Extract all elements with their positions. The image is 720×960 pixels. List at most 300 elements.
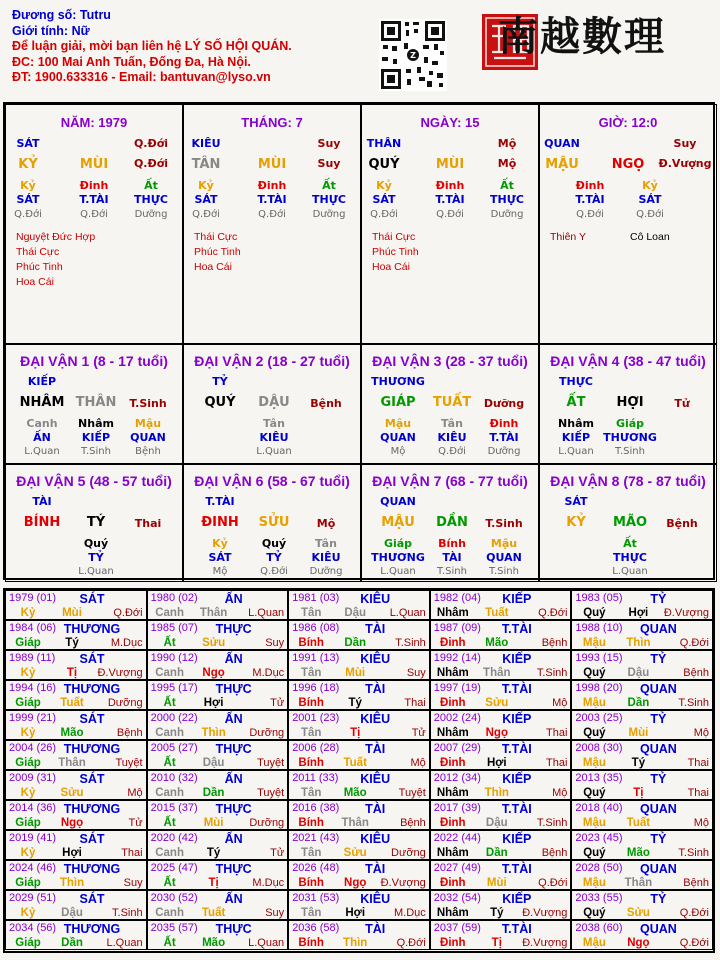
year-stage: Tuyệt <box>257 787 285 799</box>
year-label: 1989 (11) <box>9 652 56 664</box>
year-stem: Quý <box>583 787 606 799</box>
year-cell <box>5 590 147 620</box>
year-stem: Quý <box>583 727 606 739</box>
dai-van-god: THƯƠNG <box>371 375 425 388</box>
pillar-star: Phúc Tinh <box>372 246 419 258</box>
hidden-stage: T.Sinh <box>615 446 645 457</box>
year-stem: Kỷ <box>20 667 36 679</box>
year-stem: Đinh <box>440 817 466 829</box>
year-god: KIÊU <box>360 892 391 906</box>
pillar-branch-stage: Q.Đới <box>133 157 169 170</box>
year-stage: L.Quan <box>106 937 143 949</box>
year-god: ẤN <box>224 712 243 726</box>
hidden-stage: Mộ <box>212 566 228 577</box>
calligraphy-title: 南越數理 <box>498 13 666 60</box>
year-god: THỰC <box>215 922 252 936</box>
year-branch: Thân <box>341 817 369 829</box>
hidden-stage: T.Sinh <box>489 566 519 577</box>
year-god: TỶ <box>650 652 667 666</box>
year-cell <box>147 710 289 740</box>
year-god: TỶ <box>650 892 667 906</box>
year-god: KIẾP <box>502 832 532 846</box>
hidden-god: KIẾP <box>561 431 591 444</box>
year-god: THƯƠNG <box>63 682 121 696</box>
pillar-stem: QUÝ <box>368 157 400 172</box>
year-stage: Bệnh <box>541 637 568 649</box>
year-stem: Tân <box>300 727 322 739</box>
year-branch: Hợi <box>203 697 224 709</box>
hidden-stem: Quý <box>261 537 287 550</box>
hidden-stage: Q.Đới <box>258 209 286 220</box>
year-label: 1980 (02) <box>150 592 198 604</box>
year-god: TÀI <box>365 682 386 696</box>
year-stage: Q.Đới <box>538 607 568 619</box>
year-stem: Đinh <box>440 697 466 709</box>
year-branch: Mão <box>343 787 367 799</box>
year-god: KIÊU <box>360 652 391 666</box>
owner-gender: Giới tính: Nữ <box>12 23 90 38</box>
pillar-body <box>6 105 182 343</box>
dai-van-god: T.TÀI <box>205 495 235 508</box>
hidden-god: SÁT <box>208 551 232 564</box>
year-cell <box>430 830 572 860</box>
year-branch: Tuất <box>60 697 84 709</box>
year-god: TÀI <box>365 742 386 756</box>
year-stage: Q.Đới <box>679 907 709 919</box>
year-stage: T.Sinh <box>678 847 709 859</box>
year-label: 2015 (37) <box>150 802 198 814</box>
year-god: ẤN <box>224 892 243 906</box>
hidden-stage: L.Quan <box>558 446 594 457</box>
year-cell <box>571 650 713 680</box>
year-label: 2000 (22) <box>150 712 198 724</box>
year-god: THƯƠNG <box>63 802 121 816</box>
year-stem: Mậu <box>582 877 606 889</box>
year-label: 2007 (29) <box>433 742 481 754</box>
dai-van-branch: HỢI <box>616 395 644 410</box>
hidden-god: SÁT <box>372 193 396 206</box>
pillar-branch: MÙI <box>79 157 109 172</box>
hidden-god: KIÊU <box>259 431 289 444</box>
year-branch: Dậu <box>344 607 367 619</box>
year-stage: Tuyệt <box>257 757 285 769</box>
dai-van-stage: Tử <box>674 397 690 410</box>
hidden-stem: Đinh <box>489 417 519 430</box>
hidden-god: THỰC <box>613 551 647 564</box>
dai-van-title: ĐẠI VẬN 1 (8 - 17 tuổi) <box>20 353 168 369</box>
hidden-stage: Q.Đới <box>636 209 664 220</box>
year-god: QUAN <box>639 622 677 636</box>
dai-van-cell <box>183 464 361 582</box>
year-god: TỶ <box>650 712 667 726</box>
dai-van-god: TÀI <box>32 495 52 508</box>
year-label: 1986 (08) <box>292 622 340 634</box>
year-god: QUAN <box>639 742 677 756</box>
hidden-stage: Q.Đới <box>438 446 466 457</box>
hidden-stem: Giáp <box>615 417 645 430</box>
year-stage: T.Sinh <box>536 817 568 829</box>
year-stem: Nhâm <box>436 787 469 799</box>
hidden-god: KIÊU <box>311 551 341 564</box>
year-branch: Tý <box>65 637 79 649</box>
hidden-stem: Nhâm <box>78 417 114 430</box>
dai-van-title: ĐẠI VẬN 6 (58 - 67 tuổi) <box>194 473 350 489</box>
year-branch: Thìn <box>626 637 651 649</box>
year-stage: Tử <box>270 847 285 859</box>
year-label: 2010 (32) <box>150 772 198 784</box>
year-stage: Q.Đới <box>679 937 709 949</box>
year-stage: Mộ <box>552 787 568 799</box>
pillar-star: Thiên Y <box>550 231 586 243</box>
year-cell <box>430 800 572 830</box>
year-stage: Suy <box>406 667 426 679</box>
year-branch: Mão <box>626 847 650 859</box>
pillar-branch: MÙI <box>257 157 287 172</box>
year-stage: M.Dục <box>252 877 285 889</box>
hidden-stage: L.Quan <box>78 566 114 577</box>
hidden-god: SÁT <box>16 193 40 206</box>
year-stem: Giáp <box>15 757 41 769</box>
year-cell <box>430 590 572 620</box>
year-stem: Canh <box>155 787 184 799</box>
year-cell <box>430 890 572 920</box>
year-branch: Tý <box>206 847 221 859</box>
year-stem: Ất <box>163 757 176 769</box>
dai-van-branch: TÝ <box>86 515 106 530</box>
year-cell <box>5 770 147 800</box>
dai-van-body <box>540 345 716 463</box>
year-label: 2031 (53) <box>292 892 340 904</box>
year-god: T.TÀI <box>501 922 532 936</box>
year-stem: Mậu <box>582 637 606 649</box>
dai-van-stem: BÍNH <box>23 515 61 530</box>
year-branch: Dậu <box>627 667 650 679</box>
year-god: SÁT <box>79 892 105 906</box>
pillar-stem: TÂN <box>191 157 221 172</box>
pillar-god-stage: Q.Đới <box>133 137 169 150</box>
year-stage: M.Dục <box>394 907 426 919</box>
pillar-title: NĂM: 1979 <box>60 115 128 130</box>
year-stage: Tử <box>270 697 285 709</box>
year-stem: Mậu <box>582 817 606 829</box>
year-cell <box>288 740 430 770</box>
hidden-stage: T.Sinh <box>81 446 111 457</box>
year-cell <box>430 620 572 650</box>
year-branch: Tý <box>348 697 362 709</box>
hidden-stage: Q.Đới <box>14 209 42 220</box>
year-cell <box>147 770 289 800</box>
dai-van-stage: T.Sinh <box>485 517 523 530</box>
hidden-stage: L.Quan <box>612 566 648 577</box>
year-god: TÀI <box>365 862 386 876</box>
hidden-god: THỰC <box>312 193 346 206</box>
year-branch: Tý <box>631 757 646 769</box>
year-label: 2036 (58) <box>292 922 340 934</box>
year-stem: Ất <box>163 937 176 949</box>
year-label: 2022 (44) <box>433 832 481 844</box>
year-stage: Đ.Vượng <box>97 667 143 679</box>
year-stem: Kỷ <box>20 907 36 919</box>
pillar-body <box>362 105 538 343</box>
year-label: 1992 (14) <box>433 652 481 664</box>
year-stem: Ất <box>163 697 176 709</box>
dai-van-stage: Bệnh <box>310 397 342 410</box>
qr-badge: Z <box>410 51 416 60</box>
year-god: THƯƠNG <box>63 922 121 936</box>
year-cell <box>571 770 713 800</box>
year-god: T.TÀI <box>501 682 532 696</box>
year-cell <box>571 830 713 860</box>
hidden-god: SÁT <box>638 193 662 206</box>
year-god: KIẾP <box>502 712 532 726</box>
dai-van-branch: THÂN <box>75 395 117 410</box>
year-cell <box>5 800 147 830</box>
year-label: 1999 (21) <box>9 712 57 724</box>
year-branch: Thìn <box>59 877 85 889</box>
year-label: 2014 (36) <box>9 802 57 814</box>
year-branch: Tuất <box>201 907 226 919</box>
year-god: TÀI <box>365 802 386 816</box>
year-branch: Ngọ <box>485 727 508 739</box>
hidden-stem: Giáp <box>383 537 413 550</box>
year-stage: T.Sinh <box>395 637 426 649</box>
year-stem: Mậu <box>582 937 606 949</box>
year-god: QUAN <box>639 802 677 816</box>
year-label: 2034 (56) <box>9 922 57 934</box>
pillar-star: Nguyệt Đức Hợp <box>16 231 96 243</box>
year-cell <box>288 590 430 620</box>
hidden-stem: Canh <box>26 417 58 430</box>
year-stage: L.Quan <box>248 937 285 949</box>
hidden-stem: Kỷ <box>376 179 392 192</box>
year-god: ẤN <box>224 832 243 846</box>
hidden-stem: Đinh <box>435 179 465 192</box>
dai-van-body <box>184 345 360 463</box>
year-label: 2026 (48) <box>292 862 340 874</box>
hidden-stem: Đinh <box>575 179 605 192</box>
hidden-stage: Q.Đới <box>260 566 288 577</box>
hidden-stem: Ất <box>500 179 514 192</box>
pillar-cell <box>5 104 183 344</box>
year-label: 2037 (59) <box>433 922 481 934</box>
year-label: 2006 (28) <box>292 742 340 754</box>
year-stem: Kỷ <box>20 787 36 799</box>
year-god: KIẾP <box>502 772 532 786</box>
year-stem: Bính <box>298 817 324 829</box>
year-cell <box>571 590 713 620</box>
year-branch: Hợi <box>62 847 82 859</box>
hidden-god: T.TÀI <box>435 193 465 206</box>
year-cell <box>288 860 430 890</box>
year-cell <box>288 680 430 710</box>
dai-van-body <box>6 465 182 581</box>
hidden-stem: Kỷ <box>212 537 228 550</box>
year-stage: Thai <box>687 787 709 799</box>
year-stage: Thai <box>121 847 143 859</box>
year-cell <box>5 920 147 950</box>
hidden-stem: Kỷ <box>642 179 658 192</box>
year-stem: Tân <box>300 907 322 919</box>
year-god: SÁT <box>79 772 105 786</box>
year-stem: Tân <box>300 847 322 859</box>
year-label: 2011 (33) <box>292 772 339 784</box>
hidden-god: QUAN <box>380 431 416 444</box>
year-branch: Mão <box>202 937 226 949</box>
pillar-cell <box>539 104 717 344</box>
pillar-body <box>184 105 360 343</box>
year-branch: Tị <box>491 937 502 949</box>
year-label: 2027 (49) <box>433 862 481 874</box>
dai-van-title: ĐẠI VẬN 3 (28 - 37 tuổi) <box>372 353 528 369</box>
year-stage: Đ.Vượng <box>522 937 568 949</box>
hidden-god: SÁT <box>194 193 218 206</box>
dai-van-god: SÁT <box>564 495 588 508</box>
pillar-branch-stage: Mộ <box>497 157 517 170</box>
hidden-stage: Q.Đới <box>576 209 604 220</box>
dai-van-cell <box>183 344 361 464</box>
year-stage: L.Quan <box>248 607 285 619</box>
hidden-stage: L.Quan <box>24 446 60 457</box>
year-god: KIẾP <box>502 592 532 606</box>
dai-van-cell <box>5 344 183 464</box>
year-label: 2019 (41) <box>9 832 57 844</box>
dai-van-title: ĐẠI VẬN 7 (68 - 77 tuổi) <box>372 473 528 489</box>
dai-van-branch: TUẤT <box>432 395 472 410</box>
year-label: 1982 (04) <box>433 592 481 604</box>
year-god: ẤN <box>224 772 243 786</box>
year-label: 2023 (45) <box>575 832 623 844</box>
year-branch: Thìn <box>201 727 226 739</box>
year-cell <box>571 920 713 950</box>
year-cell <box>5 650 147 680</box>
dai-van-body <box>6 345 182 463</box>
pillar-god-stage: Suy <box>673 137 697 150</box>
year-branch: Hợi <box>486 757 507 769</box>
year-god: TỶ <box>650 832 667 846</box>
pillar-branch: NGỌ <box>611 157 645 172</box>
owner-name: Đương số: Tutru <box>12 8 111 22</box>
pillar-god-stage: Mộ <box>497 137 517 150</box>
dai-van-title: ĐẠI VẬN 5 (48 - 57 tuổi) <box>16 473 172 489</box>
year-cell <box>147 860 289 890</box>
year-god: KIẾP <box>502 652 532 666</box>
year-stage: Dưỡng <box>249 727 285 739</box>
year-god: T.TÀI <box>501 622 532 636</box>
year-stage: Q.Đới <box>396 937 426 949</box>
year-stem: Tân <box>300 667 322 679</box>
year-branch: Hợi <box>628 607 649 619</box>
year-stage: M.Dục <box>110 637 143 649</box>
year-branch: Sửu <box>202 637 226 649</box>
dai-van-body <box>540 465 716 581</box>
pillar-branch-stage: Suy <box>317 157 341 170</box>
year-cell <box>147 830 289 860</box>
year-label: 1994 (16) <box>9 682 57 694</box>
year-god: TÀI <box>365 622 386 636</box>
dai-van-cell <box>361 344 539 464</box>
year-branch: Ngọ <box>60 817 84 829</box>
year-branch: Tị <box>66 667 78 679</box>
year-label: 1993 (15) <box>575 652 623 664</box>
year-cell <box>147 800 289 830</box>
year-label: 1987 (09) <box>433 622 481 634</box>
year-stage: Thai <box>545 757 568 769</box>
hidden-god: QUAN <box>486 551 522 564</box>
year-stage: Tuyệt <box>398 787 426 799</box>
year-stage: Bệnh <box>400 817 426 829</box>
year-cell <box>288 920 430 950</box>
year-stem: Kỷ <box>20 847 36 859</box>
year-cell <box>147 590 289 620</box>
year-branch: Mão <box>60 727 84 739</box>
year-god: THỰC <box>215 682 252 696</box>
hidden-stage: Dưỡng <box>309 566 343 577</box>
hidden-god: KIÊU <box>437 431 467 444</box>
year-stem: Quý <box>583 847 606 859</box>
year-stem: Canh <box>155 907 184 919</box>
hidden-stem: Ất <box>322 179 336 192</box>
year-stem: Kỷ <box>20 607 36 619</box>
year-label: 2020 (42) <box>150 832 198 844</box>
year-cell <box>571 710 713 740</box>
year-cell <box>571 860 713 890</box>
year-branch: Sửu <box>60 787 84 799</box>
year-stem: Ất <box>163 637 176 649</box>
year-god: THỰC <box>215 802 252 816</box>
pillar-star: Phúc Tinh <box>16 261 63 273</box>
year-stem: Tân <box>300 787 322 799</box>
hidden-stem: Mậu <box>134 417 162 430</box>
dai-van-cell <box>361 464 539 582</box>
hidden-stage: Q.Đới <box>436 209 464 220</box>
year-label: 1985 (07) <box>150 622 198 634</box>
year-branch: Mùi <box>203 817 224 829</box>
hidden-stem: Kỷ <box>198 179 214 192</box>
year-stage: Tuyệt <box>115 757 143 769</box>
year-cell <box>430 650 572 680</box>
dai-van-god: TỶ <box>212 375 228 388</box>
pillar-star: Thái Cực <box>372 231 416 243</box>
year-branch: Tị <box>350 727 361 739</box>
year-label: 2001 (23) <box>292 712 340 724</box>
year-cell <box>288 620 430 650</box>
year-stage: Mộ <box>552 697 568 709</box>
year-stem: Giáp <box>15 937 41 949</box>
year-stage: Thai <box>687 757 709 769</box>
dai-van-stem: MẬU <box>381 515 415 530</box>
year-stem: Nhâm <box>436 907 469 919</box>
hidden-stage: Q.Đới <box>192 209 220 220</box>
year-stage: Q.Đới <box>113 607 143 619</box>
year-stage: Dưỡng <box>391 847 426 859</box>
pillar-stem: KỶ <box>18 157 38 172</box>
header-info <box>12 8 372 86</box>
year-cell <box>430 920 572 950</box>
year-stage: Dưỡng <box>249 817 285 829</box>
year-stage: Đ.Vượng <box>522 907 568 919</box>
year-branch: Ngọ <box>202 667 225 679</box>
year-cell <box>147 890 289 920</box>
year-branch: Dậu <box>485 817 508 829</box>
dai-van-god: KIẾP <box>27 375 57 388</box>
year-label: 2030 (52) <box>150 892 198 904</box>
year-branch: Thìn <box>484 787 509 799</box>
hidden-god: TỶ <box>266 551 282 564</box>
pillar-god: KIÊU <box>191 137 221 150</box>
year-stage: L.Quan <box>389 607 426 619</box>
year-god: QUAN <box>639 682 677 696</box>
dai-van-stem: ĐINH <box>201 515 239 530</box>
